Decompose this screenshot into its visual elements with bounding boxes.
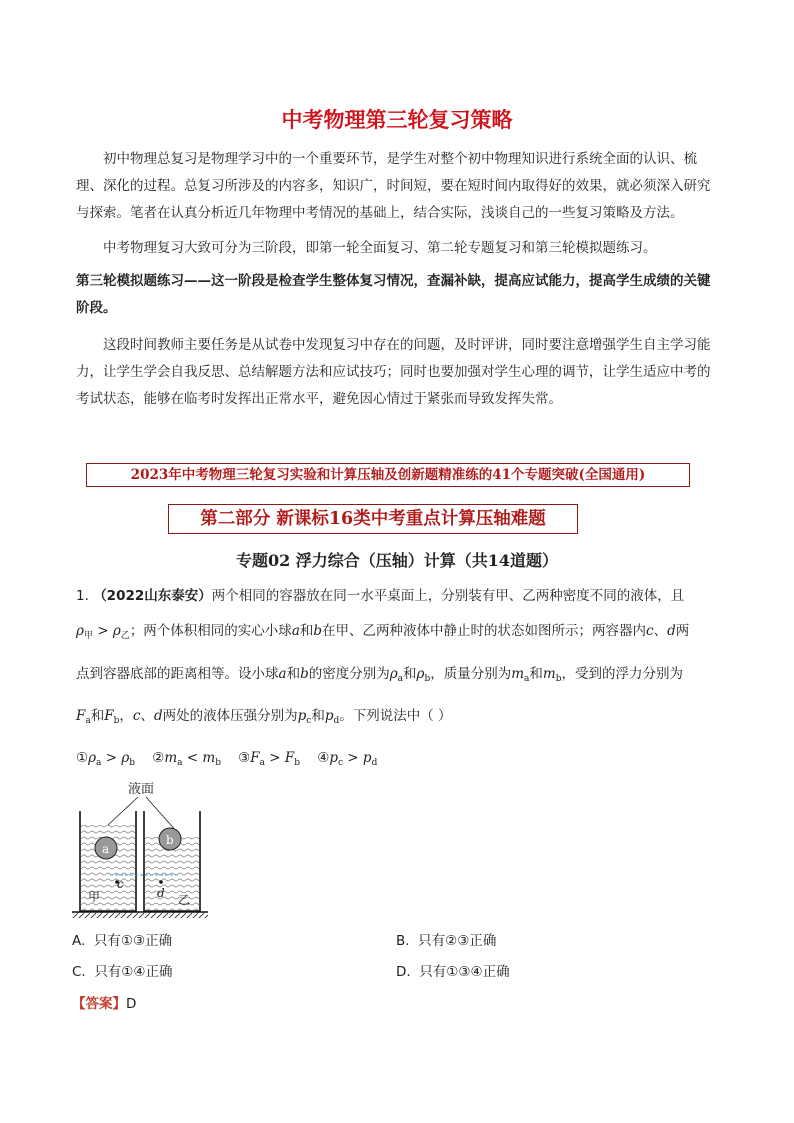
svg-text:b: b xyxy=(166,833,174,847)
liquid-yi-label: 乙 xyxy=(178,893,191,907)
statements-line: $①\rho_a > \rho_b$ $②m_a < m_b$ $③F_a > F_b$ $④p_c > p_d$ xyxy=(76,750,378,768)
option-a[interactable]: A. 只有①③正确 xyxy=(72,933,173,949)
intro-paragraph-2: 中考物理复习大致可分为三阶段，即第一轮全面复习、第二轮专题复习和第三轮模拟题练习。 xyxy=(103,240,657,256)
question-line-4: $F_a$和$F_b$，c、d两处的液体压强分别为$p_c$和$p_d$。下列说法中（ ） xyxy=(76,708,452,726)
question-line-3: 点到容器底部的距离相等。设小球a和b的密度分别为$\rho_a$和$\rho_b$，质量分别为$m_a$和$m_b$，受到的浮力分别为 xyxy=(76,666,683,684)
option-d[interactable]: D. 只有①③④正确 xyxy=(396,964,510,980)
topic-subtitle: 专题02 浮力综合（压轴）计算（共14道题） xyxy=(235,551,559,570)
answer-label: 【答案】 xyxy=(72,996,126,1012)
liquid-surface-label: 液面 xyxy=(128,782,155,797)
intro-paragraph-1: 初中物理总复习是物理学习中的一个重要环节，是学生对整个初中物理知识进行系统全面的认识、梳理、深化的过程。总复习所涉及的内容多，知识广，时间短，要在短时间内取得好的效果，就必须深入研究与探索。笔者在认真分析近几年物理中考情况的基础上，结合实际，浅谈自己的一些复习策略及方法。 xyxy=(76,151,711,221)
point-d-label: d xyxy=(157,886,165,900)
part-banner: 第二部分 新课标16类中考重点计算压轴难题 xyxy=(168,504,578,534)
question-line-1 xyxy=(76,586,726,606)
point-c-label: c xyxy=(117,877,124,891)
svg-text:a: a xyxy=(102,842,110,856)
page-title: 中考物理第三轮复习策略 xyxy=(281,108,513,132)
intro-paragraph-4: 这段时间教师主要任务是从试卷中发现复习中存在的问题，及时评讲，同时要注意增强学生自主学习能力，让学生学会自我反思、总结解题方法和应试技巧；同时也要加强对学生心理的调节，让学生适应中考的考试状态，能够在临考时发挥出正常水平，避免因心情过于紧张而导致发挥失常。 xyxy=(76,337,711,407)
density-inequality: $\rho_甲 > \rho_乙$ xyxy=(76,623,130,641)
containers-figure xyxy=(66,775,216,920)
question-source: （2022山东泰安） xyxy=(93,588,212,604)
question-line-2: $\rho_甲 > \rho_乙$；两个体积相同的实心小球a和b在甲、乙两种液体中静止时的状态如图所示；两容器内c、d两 xyxy=(76,623,690,641)
option-c[interactable]: C. 只有①④正确 xyxy=(72,964,173,980)
option-b[interactable]: B. 只有②③正确 xyxy=(396,933,497,949)
question-text-1: 两个相同的容器放在同一水平桌面上，分别装有甲、乙两种密度不同的液体，且 xyxy=(211,588,685,604)
series-banner: 2023年中考物理三轮复习实验和计算压轴及创新题精准练的41个专题突破(全国通用) xyxy=(86,463,690,487)
answer-value: D xyxy=(126,996,137,1012)
liquid-jia-label: 甲 xyxy=(88,890,101,904)
intro-paragraph-3: 第三轮模拟题练习——这一阶段是检查学生整体复习情况，查漏补缺，提高应试能力，提高学生成绩的关键阶段。 xyxy=(76,273,711,316)
question-number: 1. xyxy=(76,588,89,604)
answer-line xyxy=(72,992,136,1012)
